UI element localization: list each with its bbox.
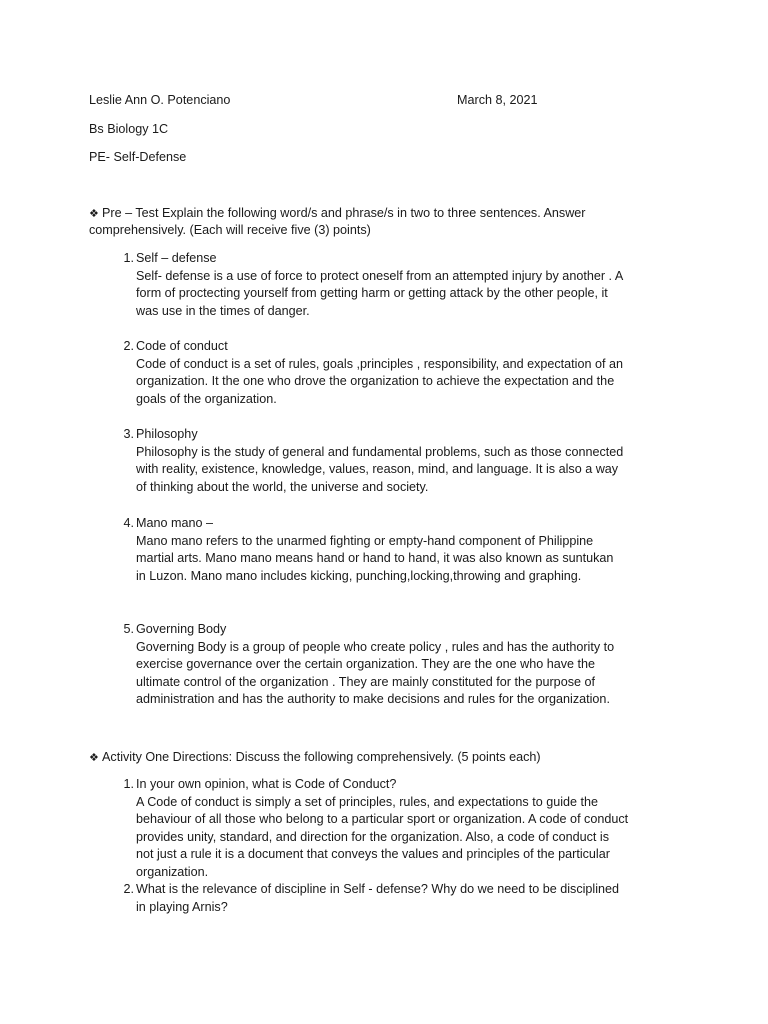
item-answer-line: form of proctecting yourself from getting harm or getting attack by the other people, it: [136, 286, 608, 301]
item-number: 3.: [123, 427, 134, 441]
item-question: What is the relevance of discipline in Self - defense? Why do we need to be disciplined: [136, 882, 620, 896]
item-body: [136, 250, 676, 320]
item-answer-line: was use in the times of danger.: [136, 303, 310, 318]
item-body: [136, 338, 676, 408]
item-answer-line: administration and has the authority to make decisions and rules for the organization.: [136, 692, 610, 707]
item-body: [136, 515, 676, 585]
subject-title: PE- Self-Defense: [89, 150, 187, 164]
item-body: [136, 426, 676, 496]
item-answer-line: A Code of conduct is simply a set of principles, rules, and expectations to guide the: [136, 794, 599, 809]
item-answer-line: Philosophy is the study of general and fundamental problems, such as those connected: [136, 444, 624, 459]
item-answer-line: Self- defense is a use of force to protect oneself from an attempted injury by another . A: [136, 268, 624, 283]
item-number: 1.: [123, 251, 134, 265]
item-question: In your own opinion, what is Code of Conduct?: [136, 777, 397, 791]
item-answer-line: behaviour of all those who belong to a particular sport or organization. A code of conduct: [136, 812, 629, 827]
item-answer-line: provides unity, standard, and direction for the organization. Also, a code of conduct is: [136, 829, 610, 844]
diamond-bullet-icon: ❖: [89, 207, 99, 220]
activity-instruction: ❖ Activity One Directions: Discuss the following comprehensively. (5 points each): [89, 749, 541, 767]
item-number: 2.: [123, 882, 134, 896]
item-answer-line: of thinking about the world, the universe and society.: [136, 479, 429, 494]
item-answer-line: exercise governance over the certain organization. They are the one who have the: [136, 657, 596, 672]
item-number: 2.: [123, 339, 134, 353]
diamond-bullet-icon: ❖: [89, 751, 99, 764]
item-answer-line: Code of conduct is a set of rules, goals ,principles , responsibility, and expectation of an: [136, 356, 623, 371]
item-question: in playing Arnis?: [136, 899, 228, 914]
item-answer-line: Governing Body is a group of people who create policy , rules and has the authority to: [136, 639, 615, 654]
item-answer-line: in Luzon. Mano mano includes kicking, punching,locking,throwing and graphing.: [136, 568, 582, 583]
student-name: Leslie Ann O. Potenciano: [89, 93, 231, 107]
item-term: Self – defense: [136, 251, 217, 265]
item-answer-line: not just a rule it is a document that conveys the values and principles of the particular: [136, 847, 610, 862]
item-answer-line: goals of the organization.: [136, 391, 277, 406]
item-answer-line: ultimate control of the organization . They are mainly constituted for the purpose of: [136, 674, 595, 689]
item-number: 5.: [123, 622, 134, 636]
item-term: Code of conduct: [136, 339, 228, 353]
item-answer-line: Mano mano refers to the unarmed fighting or empty-hand component of Philippine: [136, 533, 594, 548]
item-term: Governing Body: [136, 622, 227, 636]
pretest-instruction-line-1: ❖ Pre – Test Explain the following word/s and phrase/s in two to three sentences. Answer: [89, 205, 586, 223]
item-body: [136, 776, 676, 882]
item-answer-line: organization. It the one who drove the organization to achieve the expectation and the: [136, 374, 615, 389]
item-body: [136, 881, 676, 916]
item-term: Philosophy: [136, 427, 198, 441]
pretest-instruction-line-2: comprehensively. (Each will receive five (3) points): [89, 223, 371, 237]
item-answer-line: organization.: [136, 864, 209, 879]
document-date: March 8, 2021: [457, 93, 538, 107]
item-term: Mano mano –: [136, 516, 214, 530]
course-section: Bs Biology 1C: [89, 122, 169, 136]
item-answer-line: with reality, existence, knowledge, values, reason, mind, and language. It is also a way: [136, 462, 619, 477]
item-body: [136, 621, 676, 709]
item-number: 4.: [123, 516, 134, 530]
item-answer-line: martial arts. Mano mano means hand or hand to hand, it was also known as suntukan: [136, 551, 614, 566]
item-number: 1.: [123, 777, 134, 791]
